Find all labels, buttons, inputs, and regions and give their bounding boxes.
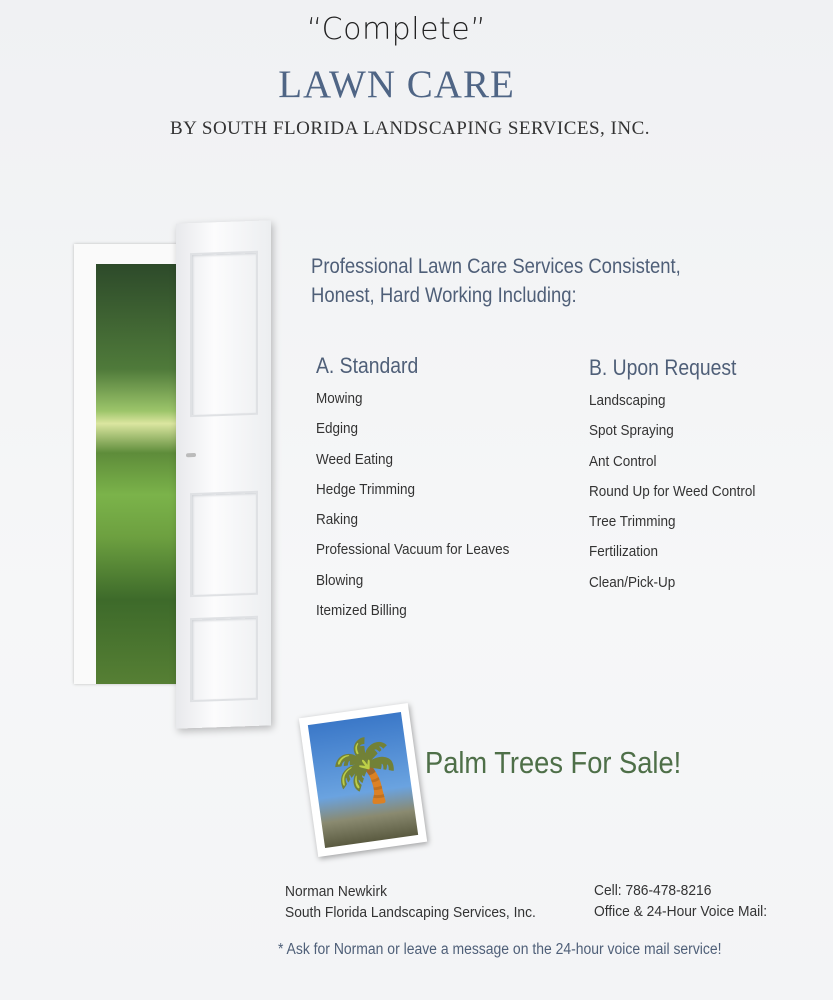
contact-person bbox=[285, 881, 536, 923]
door-knob bbox=[186, 453, 196, 457]
list-item: Ant Control bbox=[589, 452, 657, 470]
open-door-image bbox=[176, 220, 271, 728]
list-item: Tree Trimming bbox=[589, 513, 676, 531]
contact-name: Norman Newkirk bbox=[285, 883, 387, 900]
list-item: Round Up for Weed Control bbox=[589, 482, 756, 500]
intro-text bbox=[311, 252, 681, 310]
contact-phones bbox=[594, 880, 767, 922]
list-item: Professional Vacuum for Leaves bbox=[316, 541, 510, 559]
palm-tree-photo bbox=[299, 703, 427, 857]
palm-trees-promo: Palm Trees For Sale! bbox=[425, 745, 682, 780]
intro-line: Professional Lawn Care Services Consistent, bbox=[311, 255, 681, 278]
office-voicemail: Office & 24-Hour Voice Mail: bbox=[594, 903, 768, 920]
door-panel bbox=[190, 616, 258, 702]
standard-heading: A. Standard bbox=[316, 353, 419, 378]
list-item: Hedge Trimming bbox=[316, 480, 416, 498]
cell-phone: Cell: 786-478-8216 bbox=[594, 882, 712, 899]
door-panel bbox=[190, 491, 258, 597]
list-item: Weed Eating bbox=[316, 450, 394, 468]
list-item: Spot Spraying bbox=[589, 422, 674, 440]
garden-image bbox=[96, 264, 180, 684]
contact-company: South Florida Landscaping Services, Inc. bbox=[285, 904, 536, 921]
list-item: Landscaping bbox=[589, 392, 666, 409]
palm-tree-icon: 🌴 bbox=[322, 732, 409, 812]
intro-line: Honest, Hard Working Including: bbox=[311, 284, 577, 307]
door-panel bbox=[190, 251, 258, 417]
list-item: Fertilization bbox=[589, 543, 659, 561]
tagline: “Complete” bbox=[306, 12, 487, 47]
standard-list bbox=[316, 384, 509, 626]
list-item: Itemized Billing bbox=[316, 602, 407, 620]
list-item: Clean/Pick-Up bbox=[589, 573, 676, 591]
upon-request-list bbox=[589, 386, 755, 598]
list-item: Mowing bbox=[316, 390, 363, 407]
list-item: Raking bbox=[316, 511, 359, 529]
footnote: * Ask for Norman or leave a message on the 24-hour voice mail service! bbox=[278, 941, 722, 958]
byline: BY SOUTH FLORIDA LANDSCAPING SERVICES, INC. bbox=[169, 118, 651, 139]
list-item: Edging bbox=[316, 420, 359, 438]
upon-request-heading: B. Upon Request bbox=[589, 355, 737, 380]
list-item: Blowing bbox=[316, 571, 364, 589]
palm-tree-image bbox=[308, 712, 418, 848]
page-title: LAWN CARE bbox=[278, 63, 515, 106]
